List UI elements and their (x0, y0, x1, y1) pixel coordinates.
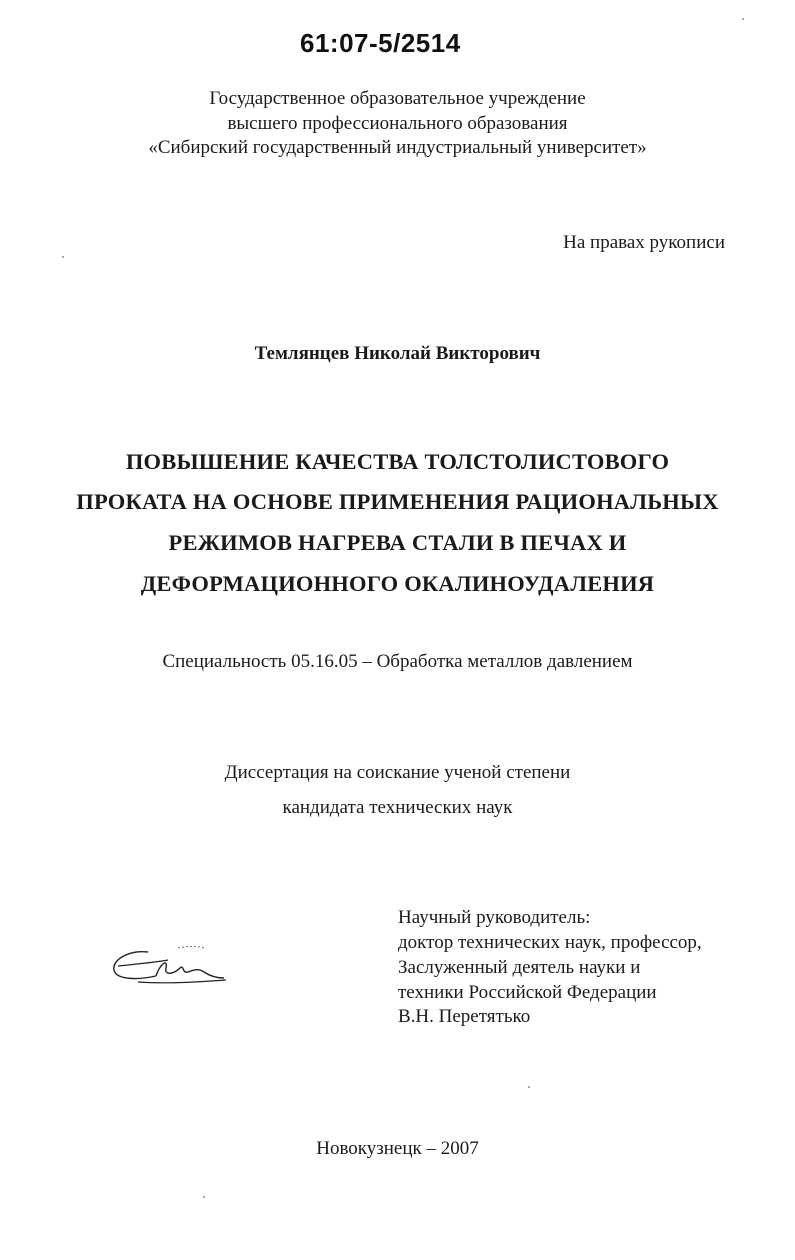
title-line-2: ПРОКАТА НА ОСНОВЕ ПРИМЕНЕНИЯ РАЦИОНАЛЬНЫХ (76, 489, 719, 514)
advisor-label: Научный руководитель: (398, 907, 591, 928)
specialty: Специальность 05.16.05 – Обработка металлов давлением (162, 651, 633, 672)
title-line-4: ДЕФОРМАЦИОННОГО ОКАЛИНОУДАЛЕНИЯ (140, 571, 655, 596)
scan-speck (203, 1196, 205, 1198)
archive-stamp: 61:07-5/2514 (300, 28, 461, 58)
scan-speck (62, 256, 64, 258)
thesis-type-line-1: Диссертация на соискание ученой степени (224, 762, 571, 783)
advisor-degree: доктор технических наук, профессор, (398, 932, 702, 953)
title-line-3: РЕЖИМОВ НАГРЕВА СТАЛИ В ПЕЧАХ И (168, 530, 627, 555)
signature-icon (108, 940, 238, 1005)
institution-line-1: Государственное образовательное учреждение (209, 88, 586, 109)
scan-speck (528, 1086, 530, 1088)
scan-speck (742, 18, 744, 20)
advisor-honor-2: техники Российской Федерации (398, 982, 657, 1003)
institution-line-2: высшего профессионального образования (227, 113, 568, 134)
advisor-name: В.Н. Перетятько (398, 1006, 531, 1027)
title-line-1: ПОВЫШЕНИЕ КАЧЕСТВА ТОЛСТОЛИСТОВОГО (125, 449, 670, 474)
advisor-honor-1: Заслуженный деятель науки и (398, 957, 641, 978)
author-name: Темлянцев Николай Викторович (254, 343, 541, 364)
rights-note: На правах рукописи (563, 232, 725, 253)
institution-line-3: «Сибирский государственный индустриальный университет» (148, 137, 647, 158)
thesis-type-line-2: кандидата технических наук (282, 797, 513, 818)
city-year: Новокузнецк – 2007 (316, 1138, 479, 1159)
